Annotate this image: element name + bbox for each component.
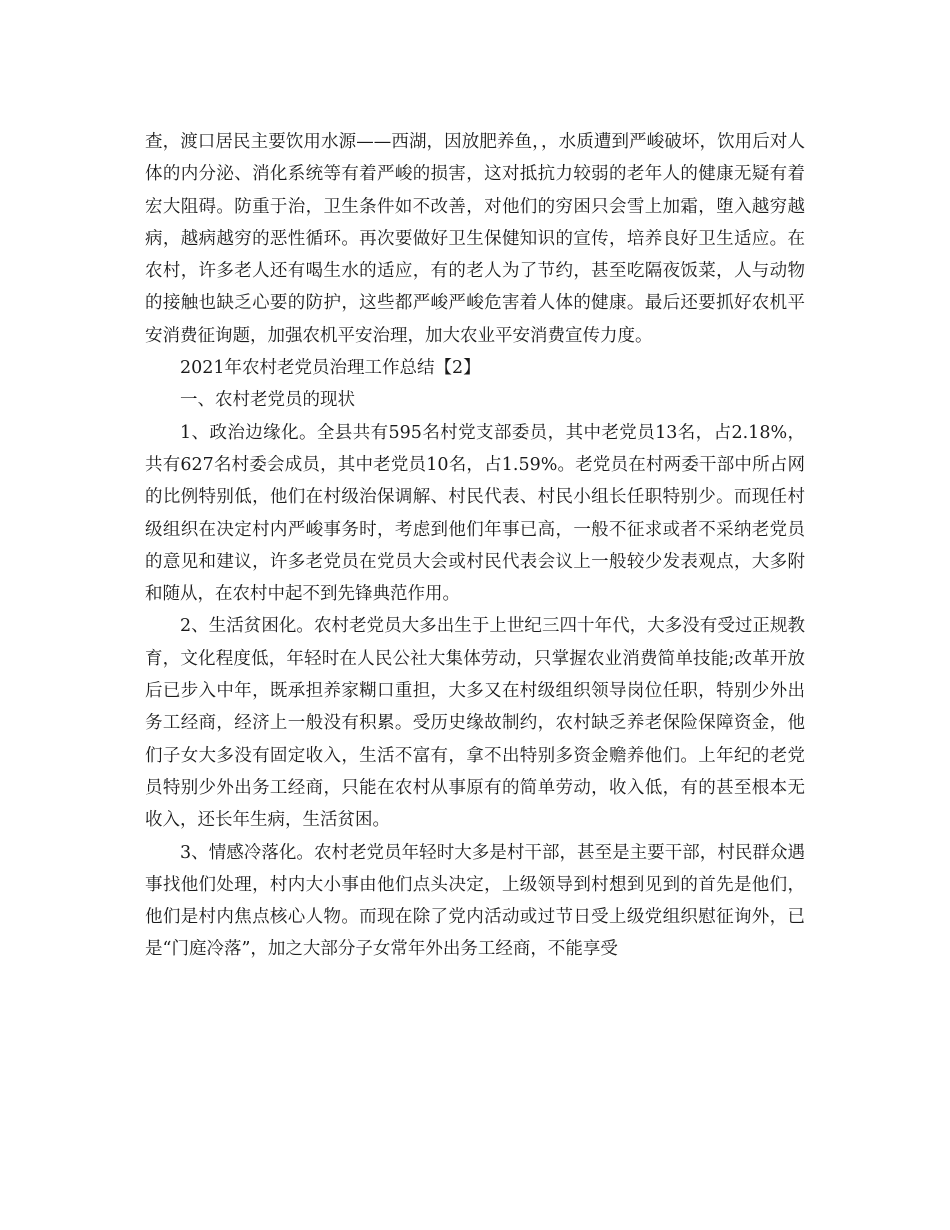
section-heading: 一、农村老党员的现状 bbox=[180, 390, 355, 411]
paragraph-continued-health: 查，渡口居民主要饮用水源——西湖，因放肥养鱼，，水质遭到严峻破坏，饮用后对人体的内分泌、消化系统等有着严峻的损害，这对抵抗力较弱的老年人的健康无疑有着宏大阻碍。防重于治，卫生条件如不改善，对他们的穷困只会雪上加霜，堕入越穷越病，越病越穷的恶性循环。再次要做好卫生保健知识的宣传，培养良好卫生适应。在农村，许多老人还有喝生水的适应，有的老人为了节约，甚至吃隔夜饭菜，人与动物的接触也缺乏心要的防护，这些都严峻严峻危害着人体的健康。最后还要抓好农机平安消费征询题，加强农机平安治理，加大农业平安消费宣传力度。 bbox=[145, 132, 805, 346]
paragraph-political: 1、政治边缘化。全县共有595名村党支部委员，其中老党员13名，占2.18%，共有627名村委会成员，其中老党员10名，占1.59%。老党员在村两委干部中所占网的比例特别低，他们在村级治保调解、村民代表、村民小组长任职特别少。而现任村级组织在决定村内严峻事务时，考虑到他们年事已高，一般不征求或者不采纳老党员的意见和建议，许多老党员在党员大会或村民代表会议上一般较少发表观点，大多附和随从，在农村中起不到先锋典范作用。 bbox=[145, 422, 805, 605]
paragraph-poverty: 2、生活贫困化。农村老党员大多出生于上世纪三四十年代，大多没有受过正规教育，文化程度低，年轻时在人民公社大集体劳动，只掌握农业消费简单技能;改革开放后已步入中年，既承担养家糊口重担，大多又在村级组织领导岗位任职，特别少外出务工经商，经济上一般没有积累。受历史缘故制约，农村缺乏养老保险保障资金，他们子女大多没有固定收入，生活不富有，拿不出特别多资金赡养他们。上年纪的老党员特别少外出务工经商，只能在农村从事原有的简单劳动，收入低，有的甚至根本无收入，还长年生病，生活贫困。 bbox=[145, 616, 805, 831]
document-body bbox=[145, 126, 805, 966]
paragraph-emotional: 3、情感冷落化。农村老党员年轻时大多是村干部，甚至是主要干部，村民群众遇事找他们处理，村内大小事由他们点头决定，上级领导到村想到见到的首先是他们，他们是村内焦点核心人物。而现在除了党内活动或过节日受上级党组织慰征询外，已是“门庭冷落”，加之大部分子女常年外出务工经商，不能享受 bbox=[145, 842, 805, 960]
section-title: 2021年农村老党员治理工作总结【2】 bbox=[180, 358, 481, 379]
